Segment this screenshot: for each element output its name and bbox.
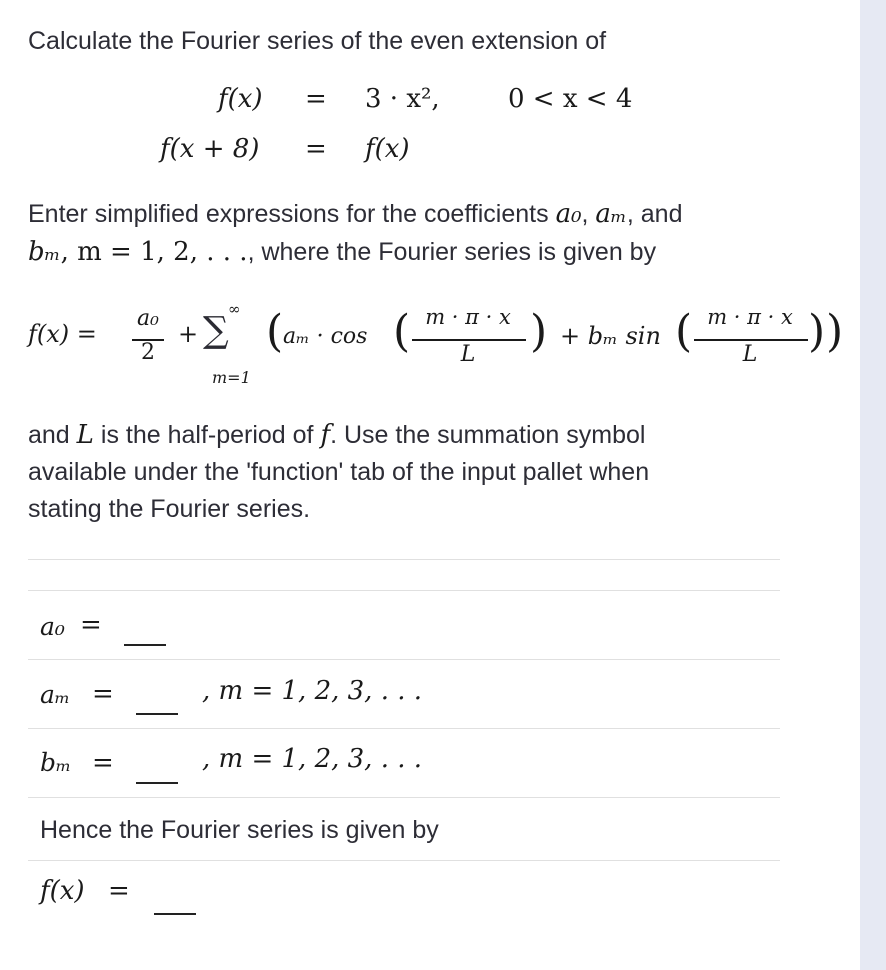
cos-arg-bar (412, 339, 526, 341)
divider-1 (28, 559, 780, 560)
after-text-line3: stating the Fourier series. (28, 495, 311, 523)
def-lhs-1: f(x) (218, 84, 263, 114)
cos-arg-num: m · π · x (425, 305, 511, 329)
bm-equals: = (92, 748, 114, 778)
am-label: aₘ (40, 680, 71, 709)
coef-and: , and (626, 200, 683, 228)
coef-sep: , (581, 200, 596, 228)
divider-2 (28, 590, 780, 591)
bm-range: , m = 1, 2, 3, . . . (202, 744, 423, 774)
after-mid: is the half-period of (93, 421, 321, 449)
sin-arg-bar (694, 339, 808, 341)
paren-close-sin: ) (808, 306, 826, 357)
paren-open-cos: ( (393, 306, 411, 357)
after-text-line2: available under the 'function' tab of the input pallet when (28, 458, 650, 486)
coef-bm: bₘ (28, 237, 61, 267)
intro-text: Calculate the Fourier series of the even extension of (28, 27, 607, 55)
coef-instructions-line1 (28, 196, 788, 233)
divider-4 (28, 728, 780, 729)
def-lhs-2: f(x + 8) (160, 134, 260, 164)
paren-close-outer: ) (826, 306, 844, 357)
coef-am: aₘ (595, 199, 627, 229)
paren-open-outer: ( (266, 306, 284, 357)
paren-close-cos: ) (530, 306, 548, 357)
sum-upper-limit: ∞ (228, 300, 241, 318)
sum-sign: ∑ (203, 310, 229, 351)
series-am-cos: aₘ · cos (283, 324, 368, 349)
def-cond-1: 0 < x < 4 (508, 84, 633, 114)
def-eq-1: = (305, 84, 327, 114)
fx-label: f(x) (40, 876, 85, 906)
series-plus: + (178, 320, 199, 348)
sum-lower-limit: m=1 (212, 368, 251, 387)
cos-arg-den: L (460, 342, 476, 367)
hence-text: Hence the Fourier series is given by (40, 816, 439, 844)
coef-m-range: , m = 1, 2, . . . (60, 237, 248, 267)
sin-arg-num: m · π · x (707, 305, 793, 329)
coef-text-pre: Enter simplified expressions for the coefficients (28, 200, 556, 228)
am-answer-input[interactable] (136, 713, 178, 715)
divider-5 (28, 797, 780, 798)
series-lhs: f(x) = (28, 320, 97, 348)
coef-instructions-line2 (28, 234, 788, 271)
divider-6 (28, 860, 780, 861)
after-f: f (320, 420, 331, 450)
coef-text-post: , where the Fourier series is given by (247, 238, 657, 266)
after-pre: and (28, 421, 77, 449)
def-rhs-1: 3 · x², (365, 84, 440, 114)
bm-label: bₘ (40, 748, 72, 777)
fx-answer-input[interactable] (154, 913, 196, 915)
coef-a0: a₀ (555, 199, 582, 229)
right-scroll-gutter (860, 0, 886, 970)
divider-3 (28, 659, 780, 660)
after-post: . Use the summation symbol (330, 421, 646, 449)
sin-arg-den: L (742, 342, 758, 367)
a0-answer-input[interactable] (124, 644, 166, 646)
bm-answer-input[interactable] (136, 782, 178, 784)
def-rhs-2: f(x) (365, 134, 410, 164)
def-eq-2: = (305, 134, 327, 164)
a0-label: a₀ (40, 612, 65, 641)
series-a0-num: a₀ (137, 306, 159, 331)
am-range: , m = 1, 2, 3, . . . (202, 676, 423, 706)
paren-open-sin: ( (675, 306, 693, 357)
fx-equals: = (108, 876, 130, 906)
series-a0-den: 2 (141, 340, 155, 365)
after-text-line1 (28, 417, 788, 454)
a0-equals: = (80, 610, 102, 640)
after-L: L (76, 420, 94, 450)
series-plus-bm-sin: + bₘ sin (560, 322, 661, 350)
am-equals: = (92, 679, 114, 709)
